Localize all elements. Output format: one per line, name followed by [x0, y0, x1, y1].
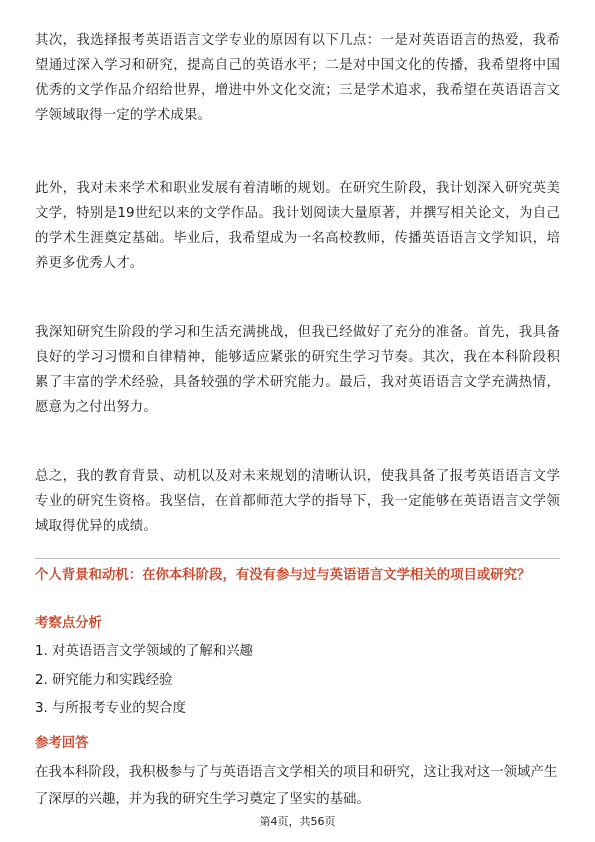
analysis-item: 3. 与所报考专业的契合度	[35, 701, 186, 716]
answer-heading: 参考回答	[35, 736, 89, 751]
analysis-item: 1. 对英语语言文学领域的了解和兴趣	[35, 644, 253, 659]
page-number-footer: 第4页，共56页	[259, 815, 336, 828]
section-divider	[35, 558, 560, 559]
body-paragraph-reasons: 其次，我选择报考英语语言文学专业的原因有以下几点：一是对英语语言的热爱，我希望通过深入学习和研究，提高自己的英语水平；二是对中国文化的传播，我希望将中国优秀的文学作品介绍给世界，增进中外文化交流；三是学术追求，我希望在英语语言文学领域取得一定的学术成果。	[35, 33, 560, 123]
body-paragraph-preparation: 我深知研究生阶段的学习和生活充满挑战，但我已经做好了充分的准备。首先，我具备良好的学习习惯和自律精神，能够适应紧张的研究生学习节奏。其次，我在本科阶段积累了丰富的学术经验，具备较强的学术研究能力。最后，我对英语语言文学充满热情，愿意为之付出努力。	[35, 325, 560, 415]
answer-paragraph: 在我本科阶段，我积极参与了与英语语言文学相关的项目和研究，这让我对这一领域产生了深厚的兴趣，并为我的研究生学习奠定了坚实的基础。	[35, 765, 558, 807]
analysis-item: 2. 研究能力和实践经验	[35, 673, 173, 688]
body-paragraph-conclusion: 总之，我的教育背景、动机以及对未来规划的清晰认识，使我具备了报考英语语言文学专业的研究生资格。我坚信，在首都师范大学的指导下，我一定能够在英语语言文学领域取得优异的成绩。	[35, 469, 560, 534]
analysis-heading: 考察点分析	[35, 616, 102, 631]
body-paragraph-plans: 此外，我对未来学术和职业发展有着清晰的规划。在研究生阶段，我计划深入研究英美文学，特别是19世纪以来的文学作品。我计划阅读大量原著，并撰写相关论文，为自己的学术生涯奠定基础。毕业后，我希望成为一名高校教师，传播英语语言文学知识，培养更多优秀人才。	[35, 181, 560, 271]
interview-question: 个人背景和动机：在你本科阶段，有没有参与过与英语语言文学相关的项目或研究？	[35, 568, 531, 583]
